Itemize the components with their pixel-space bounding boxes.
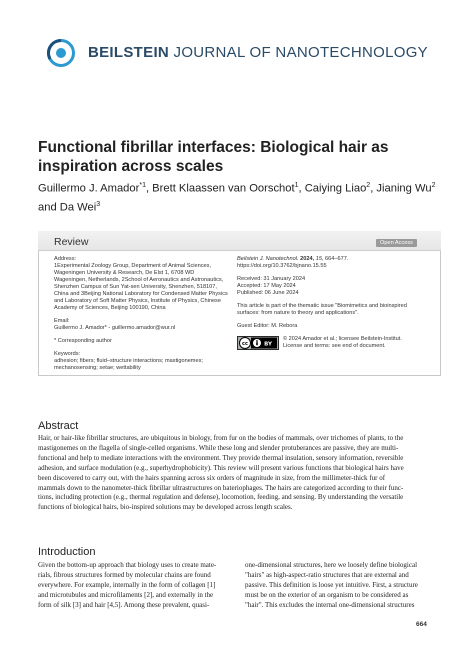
license-terms-line[interactable]: License and terms: see end of document. [283, 343, 386, 349]
beilstein-logo-icon [46, 38, 76, 68]
thematic-issue-line[interactable]: surfaces: from nature to theory and applications". [237, 310, 359, 316]
abstract-heading: Abstract [38, 420, 79, 432]
guest-editor: Guest Editor: M. Rebora [237, 323, 298, 329]
svg-text:cc: cc [242, 341, 248, 347]
address-line: and Laboratory of Soft Matter Physics, Institute of Physics, Chinese [54, 298, 221, 304]
abstract-line: functions of biological hairs, bio-inspired solutions may be developed across length scales. [38, 503, 293, 512]
article-type-label: Review [54, 236, 89, 248]
intro-line: rials, fibrous structures formed by molecular chains are found [38, 570, 211, 579]
intro-line: and microtubules and microfilaments [2], and externally in the [38, 590, 214, 599]
address-line: Academy of Sciences, Beijing 100190, China [54, 305, 166, 311]
email-label: Email: [54, 318, 70, 324]
open-access-badge[interactable]: Open Access [376, 239, 417, 247]
license-row [237, 336, 433, 350]
intro-line: one-dimensional structures, here we loosely define biological [245, 561, 418, 569]
accepted-date: Accepted: 17 May 2024 [237, 283, 296, 289]
review-left-column [54, 256, 236, 372]
copyright-line: © 2024 Amador et al.; licensee Beilstein-Institut. [283, 336, 402, 342]
introduction-left-column [38, 561, 233, 611]
published-date: Published: 06 June 2024 [237, 290, 299, 296]
intro-line: "hairs" as high-aspect-ratio structures that are external and [245, 570, 409, 579]
intro-line: must be on the exterior of an organism to be considered as [245, 590, 409, 599]
introduction-heading: Introduction [38, 546, 96, 558]
abstract-line: tions, including protection (e.g., thermal regulation and defense), locomotion, feeding, and sensing. By understanding the versatile [38, 493, 404, 502]
keywords-line: mechanosensing; setae; wettability [54, 365, 141, 371]
corresponding-note: * Corresponding author [54, 338, 112, 344]
keywords-label: Keywords: [54, 351, 81, 357]
intro-line: "hair". This excludes the internal one-dimensional structures [245, 600, 415, 609]
intro-line: passive. This definition is loose yet intuitive. First, a structure [245, 580, 418, 589]
cc-by-license-icon[interactable] [237, 336, 279, 350]
journal-name-rest: JOURNAL OF NANOTECHNOLOGY [169, 44, 428, 61]
abstract-line: adhesion, and surface modulation (e.g., superhydrophobicity). This review will present various functions that biological hairs have [38, 463, 404, 472]
address-line: China and 3Beijing National Laboratory for Condensed Matter Physics [54, 291, 228, 297]
journal-name-bold: BEILSTEIN [88, 44, 170, 61]
review-right-column [237, 256, 433, 350]
received-date: Received: 31 January 2024 [237, 276, 306, 282]
address-label: Address: [54, 256, 77, 262]
address-line: Wageningen, Netherlands, 2School of Aeronautics and Astronautics, [54, 277, 224, 283]
intro-line: everywhere. For example, internally in the form of collagen [1] [38, 580, 216, 589]
intro-line: Given the bottom-up approach that biology uses to create mate- [38, 561, 217, 569]
abstract-line: Hair, or hair-like fibrillar structures, are ubiquitous in biology, from fur on the bodies of mammals, over trichomes of plants, to the [38, 434, 404, 442]
abstract-line: functional and help to mediate interactions with the environment. They provide thermal insulation, sensory information, reversible [38, 453, 404, 462]
article-title: Functional fibrillar interfaces: Biological hair as inspiration across scales [38, 139, 389, 175]
abstract-line: been discovered to carry out, with the hairs spanning across six orders of magnitude in size, from the millimeter-thick fur of [38, 473, 386, 482]
abstract-body [38, 434, 439, 513]
author-list: Guillermo J. Amador$^{*1}$, Brett Klaassen van Oorschot$^1$, Caiying Liao$^2$, Jianing Wu$^2$ and Da Wei$^3$ [38, 182, 436, 214]
introduction-right-column [245, 561, 438, 611]
citation-line: Beilstein J. Nanotechnol. 2024, 15, 664–677. [237, 256, 349, 262]
email-link[interactable]: Guillermo J. Amador* - guillermo.amador@wur.nl [54, 325, 176, 331]
address-line: Shenzhen Campus of Sun Yat-sen University, Shenzhen, 518107, [54, 284, 217, 290]
abstract-line: mastigonemes on the flagella of single-celled organisms. While these long and slender protuberances are passive, they are multi- [38, 443, 399, 452]
page-number: 664 [416, 621, 427, 628]
keywords-line: adhesion; fibers; fluid–structure interactions; mastigonemes; [54, 358, 203, 364]
doi-link[interactable]: https://doi.org/10.3762/bjnano.15.55 [237, 263, 327, 269]
address-line: Wageningen University & Research, De Elst 1, 6708 WD [54, 270, 195, 276]
journal-name[interactable] [88, 44, 428, 61]
thematic-issue-line[interactable]: This article is part of the thematic issue "Biomimetics and bioinspired [237, 303, 407, 309]
address-line: 1Experimental Zoology Group, Department of Animal Sciences, [54, 263, 212, 269]
abstract-line: mammals down to the nanometer-thick fibrillar ultrastructures on bateriophages. The hairs are categorized according to their func- [38, 483, 404, 492]
svg-text:BY: BY [264, 341, 272, 348]
intro-line: form of silk [3] and hair [4,5]. Among these prevalent, quasi- [38, 600, 210, 609]
